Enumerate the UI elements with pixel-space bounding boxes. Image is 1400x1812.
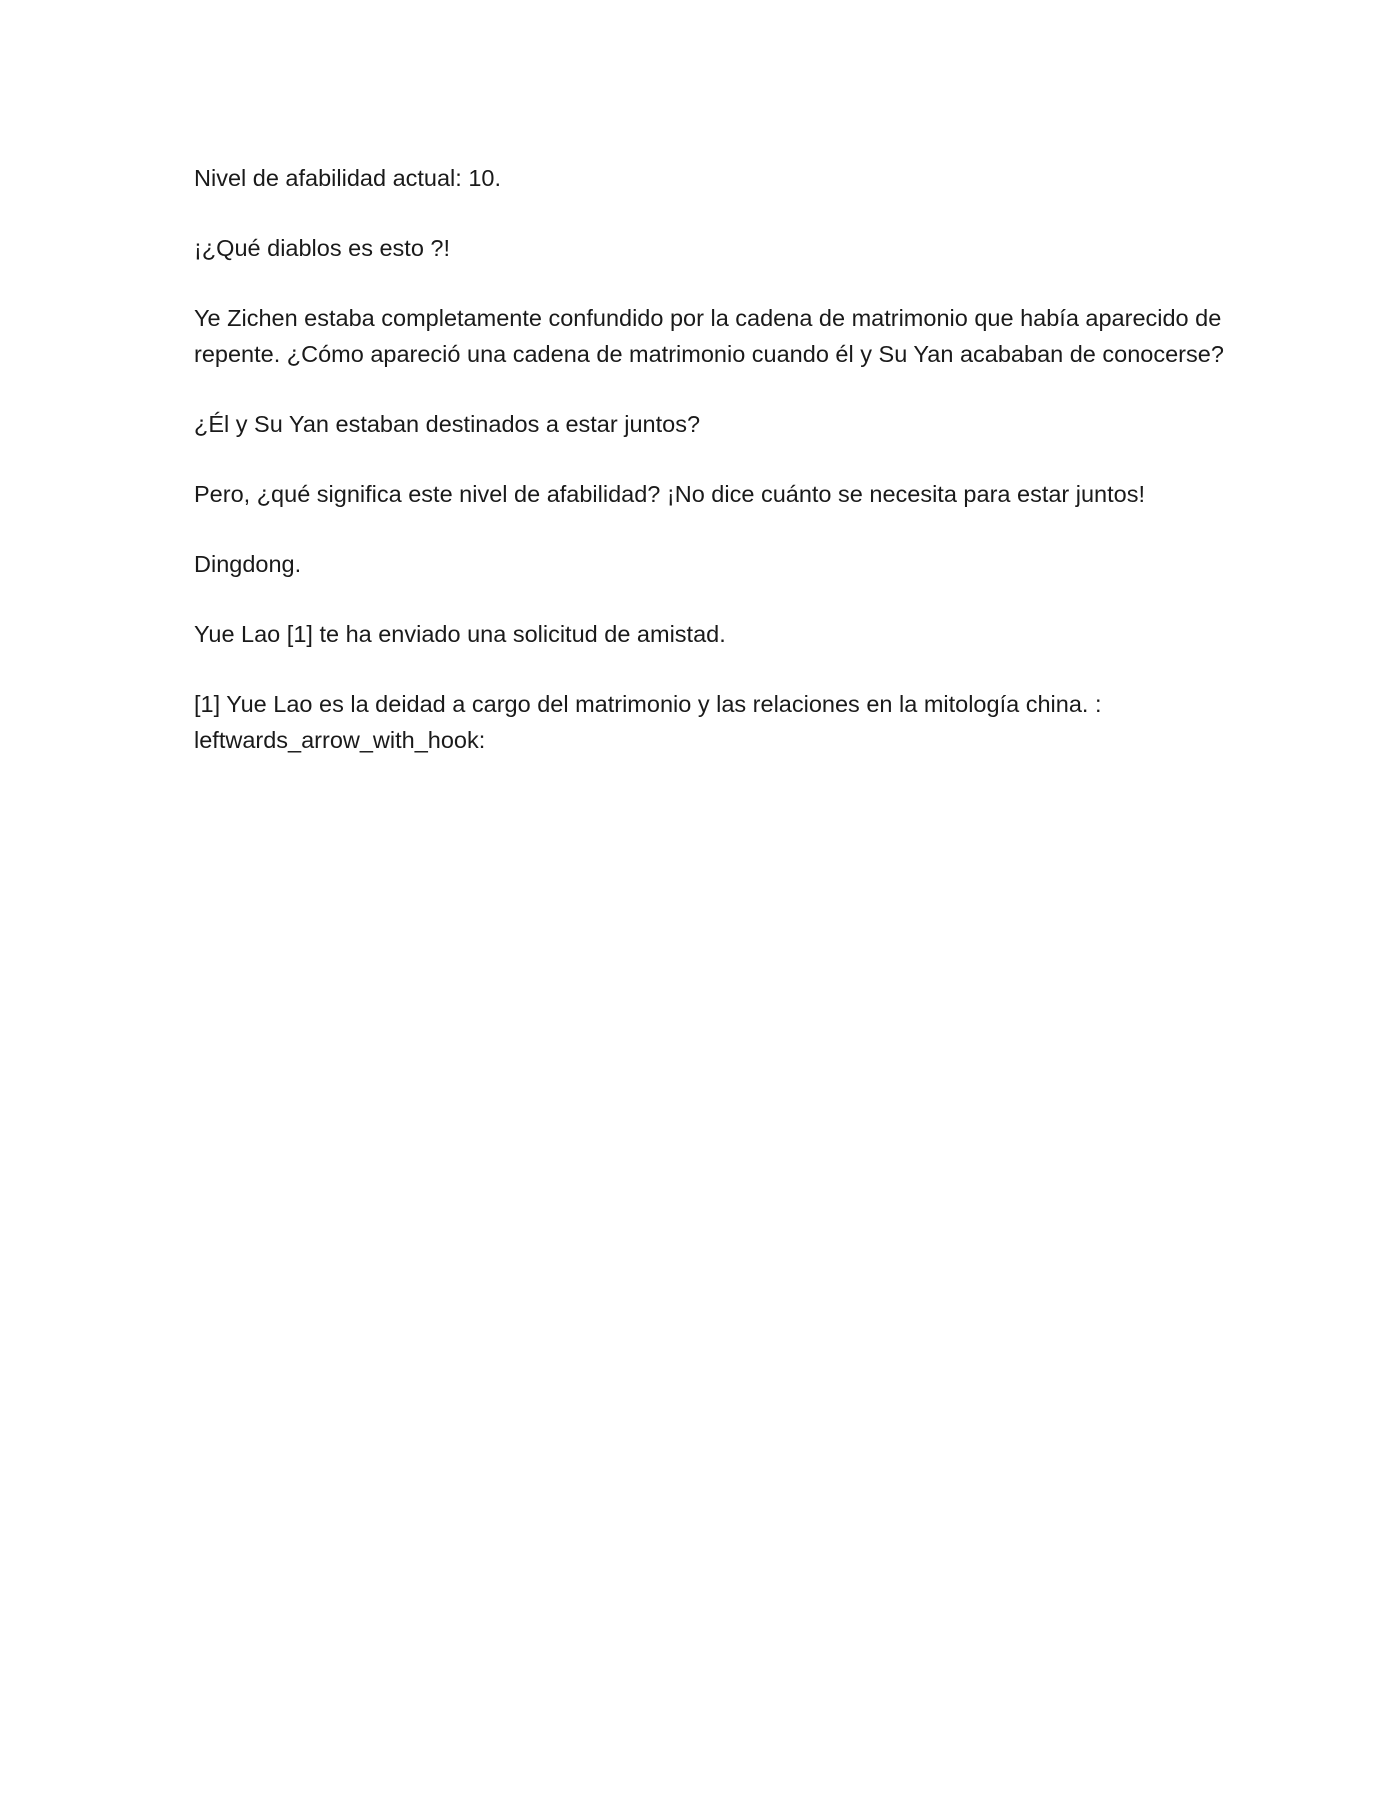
paragraph-exclamation: ¡¿Qué diablos es esto ?!: [194, 235, 451, 261]
document-body: [194, 160, 1224, 792]
paragraph-affability-question: Pero, ¿qué significa este nivel de afabilidad? ¡No dice cuánto se necesita para estar juntos!: [194, 481, 1146, 507]
paragraph-friend-request: Yue Lao [1] te ha enviado una solicitud de amistad.: [194, 621, 726, 647]
paragraph-dingdong: Dingdong.: [194, 551, 302, 577]
paragraph-affability-level: Nivel de afabilidad actual: 10.: [194, 165, 502, 191]
paragraph-confusion: Ye Zichen estaba completamente confundido por la cadena de matrimonio que había aparecido de repente. ¿Cómo apareció una cadena de matrimonio cuando él y Su Yan acababan de conocerse?: [194, 305, 1224, 367]
footnote: [1] Yue Lao es la deidad a cargo del matrimonio y las relaciones en la mitología china. : leftwards_arrow_with_hook:: [194, 691, 1102, 753]
paragraph-destined-question: ¿Él y Su Yan estaban destinados a estar juntos?: [194, 411, 701, 437]
